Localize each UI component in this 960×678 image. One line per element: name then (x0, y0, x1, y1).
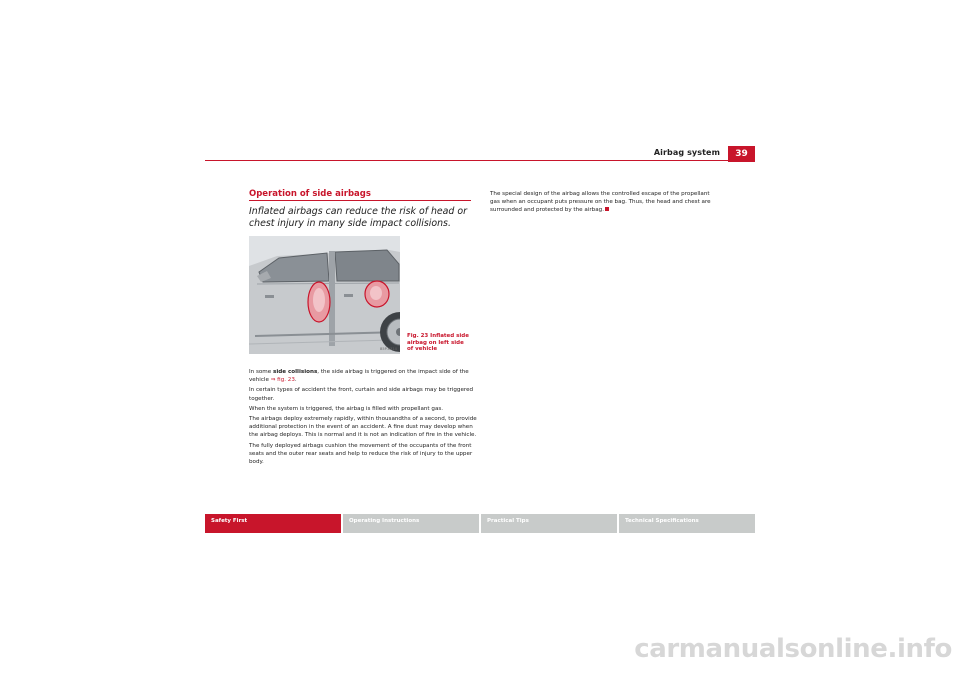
watermark: carmanualsonline.info (634, 634, 952, 664)
figure-code: B5P-0314 (380, 347, 397, 351)
paragraph-4: The airbags deploy extremely rapidly, within thousandths of a second, to provide additional protection in the event of an accident. A fine dust may develop when the airbag deploys. This is normal and it is not an indication of fire in the vehicle. (249, 416, 477, 439)
section-intro: Inflated airbags can reduce the risk of head or chest injury in many side impact collisions. (249, 206, 467, 229)
footer-nav (205, 514, 755, 533)
figure-caption: Fig. 23 Inflated side airbag on left side of vehicle (407, 333, 469, 352)
body-text-left (249, 368, 477, 468)
right-paragraph: The special design of the airbag allows the controlled escape of the propellant gas when an occupant puts pressure on the bag. Thus, the head and chest are surrounded and protected by the airbag. (490, 191, 711, 214)
side-airbag-illustration (249, 236, 400, 354)
tab-practical-tips[interactable]: Practical Tips (481, 514, 617, 533)
section-rule (249, 200, 471, 201)
bold-term: side collisions (272, 369, 318, 375)
car-door-drawing (249, 236, 400, 354)
header-rule (205, 160, 728, 161)
section-end-icon (605, 207, 609, 211)
chapter-title: Airbag system (653, 148, 720, 157)
tab-safety-first[interactable]: Safety First (205, 514, 341, 533)
tab-technical-specifications[interactable]: Technical Specifications (619, 514, 755, 533)
paragraph-3: When the system is triggered, the airbag is filled with propellant gas. (249, 405, 444, 412)
page-number: 39 (728, 146, 755, 162)
section-title: Operation of side airbags (249, 189, 371, 199)
body-text-right (490, 190, 718, 215)
paragraph-1: In some side collisions, the side airbag is triggered on the impact side of the vehicle ⇒ fig. 23. (249, 369, 469, 384)
figure-link[interactable]: ⇒ fig. 23 (270, 377, 295, 384)
tab-operating-instructions[interactable]: Operating Instructions (343, 514, 479, 533)
paragraph-2: In certain types of accident the front, curtain and side airbags may be triggered together. (249, 387, 474, 402)
paragraph-5: The fully deployed airbags cushion the movement of the occupants of the front seats and the outer rear seats and help to reduce the risk of injury to the upper body. (249, 442, 473, 466)
